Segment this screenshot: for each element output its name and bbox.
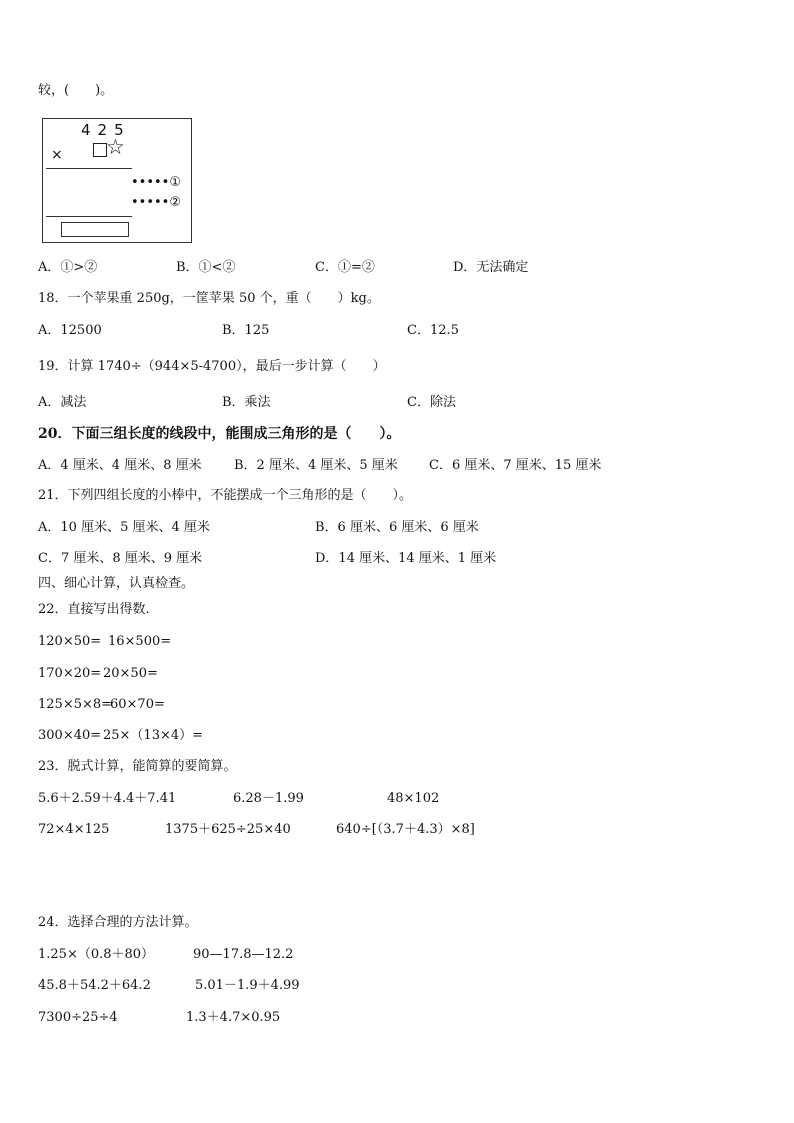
figure-times-sign: × — [51, 147, 63, 163]
q18-option-a: A．12500 — [38, 323, 102, 338]
q18-option-c: C．12.5 — [407, 323, 459, 338]
star-icon: ☆ — [106, 135, 125, 159]
q22-item: 170×20= — [38, 666, 102, 681]
q20-stem: 20．下面三组长度的线段中，能围成三角形的是（ ）。 — [38, 426, 401, 442]
q17-option-c: C．①=② — [315, 260, 375, 275]
q22-item: 20×50= — [103, 666, 158, 681]
figure-multiplicand: 425 — [81, 121, 131, 139]
q24-item: 90—17.8—12.2 — [193, 947, 294, 962]
q21-option-d: D．14 厘米、14 厘米、1 厘米 — [315, 551, 497, 566]
q19-option-b: B．乘法 — [222, 395, 271, 410]
figure-result-box — [61, 222, 129, 237]
figure-rule-1 — [46, 168, 132, 169]
figure-partial-1: •••••① — [131, 175, 181, 190]
q22-stem: 22．直接写出得数. — [38, 602, 150, 617]
q17-option-d: D．无法确定 — [453, 260, 529, 275]
q21-option-c: C．7 厘米、8 厘米、9 厘米 — [38, 551, 203, 566]
q20-option-b: B．2 厘米、4 厘米、5 厘米 — [234, 458, 398, 473]
q23-item: 6.28－1.99 — [233, 791, 304, 806]
q24-item: 5.01－1.9＋4.99 — [195, 978, 300, 993]
q17-stem-tail: 较，( )。 — [38, 83, 114, 98]
q18-stem: 18．一个苹果重 250g，一筐苹果 50 个，重（ ）kg。 — [38, 291, 380, 306]
q20-option-c: C．6 厘米、7 厘米、15 厘米 — [429, 458, 602, 473]
q21-option-a: A．10 厘米、5 厘米、4 厘米 — [38, 520, 210, 535]
multiplication-figure — [42, 118, 192, 243]
q22-item: 125×5×8= — [38, 697, 113, 712]
q23-item: 72×4×125 — [38, 822, 110, 837]
q19-option-a: A．减法 — [38, 395, 87, 410]
q23-item: 1375＋625÷25×40 — [165, 822, 291, 837]
q19-stem: 19．计算 1740÷（944×5-4700），最后一步计算（ ） — [38, 359, 386, 374]
q22-item: 120×50= — [38, 634, 102, 649]
q19-option-c: C．除法 — [407, 395, 456, 410]
q23-item: 640÷[（3.7＋4.3）×8] — [336, 822, 475, 837]
q24-item: 45.8＋54.2＋64.2 — [38, 978, 151, 993]
q21-stem: 21．下列四组长度的小棒中，不能摆成一个三角形的是（ ）。 — [38, 488, 413, 503]
q17-option-a: A．①>② — [38, 260, 98, 275]
q24-stem: 24．选择合理的方法计算。 — [38, 915, 198, 930]
q22-item: 60×70= — [110, 697, 165, 712]
q22-item: 25×（13×4）= — [103, 728, 204, 743]
q24-item: 1.3＋4.7×0.95 — [186, 1010, 281, 1025]
q22-item: 300×40= — [38, 728, 102, 743]
q23-item: 5.6＋2.59＋4.4＋7.41 — [38, 791, 177, 806]
q24-item: 7300÷25÷4 — [38, 1010, 118, 1025]
q23-stem: 23．脱式计算，能简算的要简算。 — [38, 759, 237, 774]
q20-option-a: A．4 厘米、4 厘米、8 厘米 — [38, 458, 202, 473]
q24-item: 1.25×（0.8＋80） — [38, 947, 155, 962]
q17-option-b: B．①<② — [176, 260, 236, 275]
q18-option-b: B．125 — [222, 323, 270, 338]
section-4-title: 四、细心计算，认真检查。 — [38, 576, 195, 591]
q23-item: 48×102 — [387, 791, 440, 806]
q21-option-b: B．6 厘米、6 厘米、6 厘米 — [315, 520, 479, 535]
figure-partial-2: •••••② — [131, 195, 181, 210]
square-icon — [93, 143, 107, 157]
figure-rule-2 — [46, 216, 132, 217]
q22-item: 16×500= — [108, 634, 172, 649]
